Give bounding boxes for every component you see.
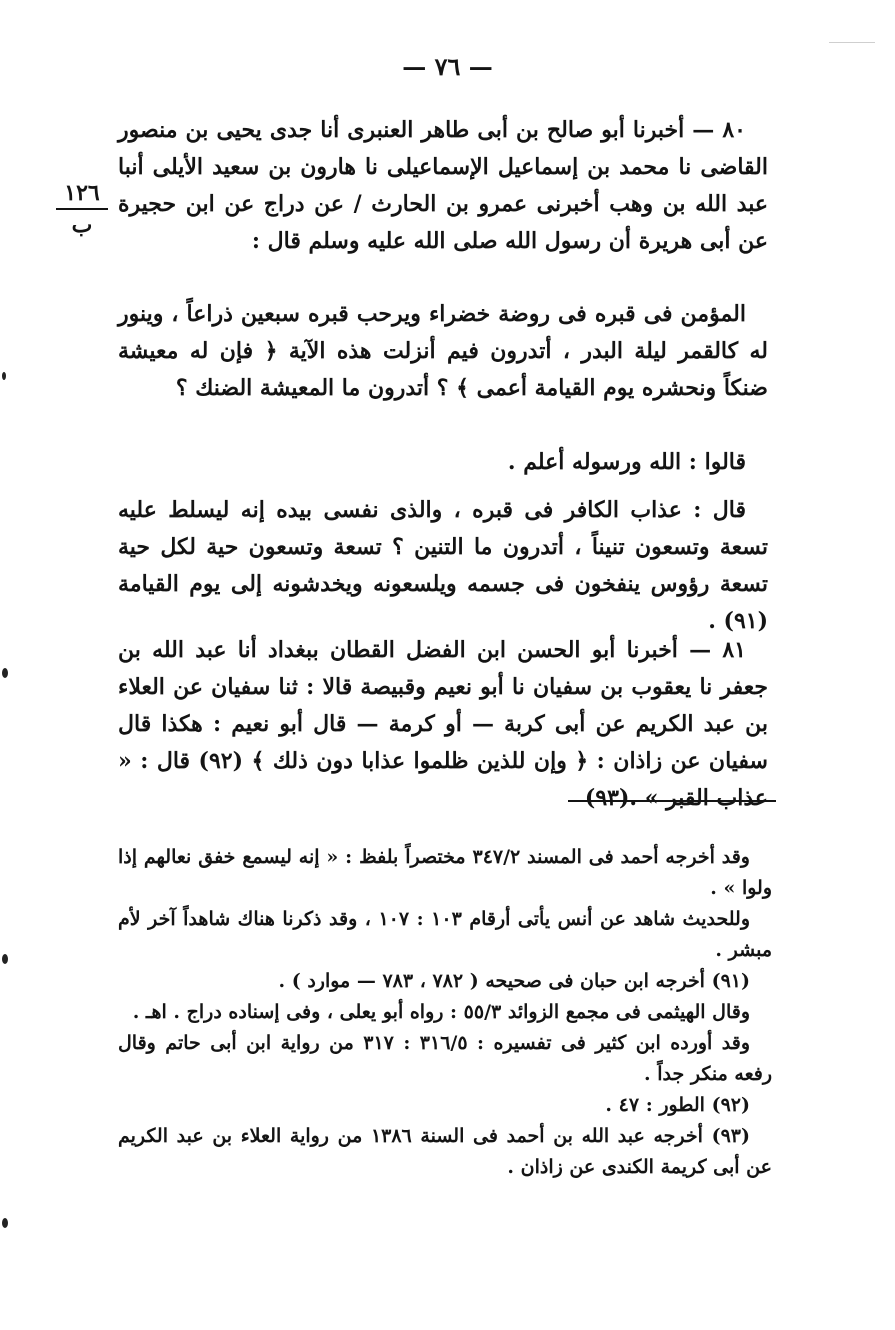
footnote-separator: [568, 800, 776, 802]
footnote-91: (٩١) أخرجه ابن حبان فى صحيحه ( ٧٨٢ ، ٧٨٣ — موارد ) .: [278, 970, 750, 992]
folio-rule: [56, 208, 108, 210]
footnote-line: وقد أخرجه أحمد فى المسند ٣٤٧/٢ مختصراً بلفظ : « إنه ليسمع خفق نعالهم إذا ولوا » .: [118, 846, 772, 899]
folio-number: ١٢٦: [64, 180, 100, 206]
scan-speck: [2, 668, 8, 678]
hadith-80-matn: المؤمن فى قبره فى روضة خضراء ويرحب قبره سبعين ذراعاً ، وينور له كالقمر ليلة البدر ، أتدرون فيم أنزلت هذه الآية ﴿ فإن له معيشة ضنكاً ونحشره يوم القيامة أعمى ﴾ ؟ أتدرون ما المعيشة الضنك ؟: [118, 301, 768, 401]
hadith-81: ٨١ — أخبرنا أبو الحسن ابن الفضل القطان ببغداد أنا عبد الله بن جعفر نا يعقوب بن سفيان نا أبو نعيم وقبيصة قالا : ثنا سفيان عن العلاء بن عبد الكريم عن أبى كربة — أو كرمة — قال أبو نعيم : هكذا قال سفيان عن زاذان : ﴿ وإن للذين ظلموا عذابا دون ذلك ﴾ (٩٢) قال : « عذاب القبر » .(٩٣): [118, 637, 768, 811]
scan-mark: [829, 42, 875, 43]
hadith-80-answer: قال : عذاب الكافر فى قبره ، والذى نفسى بيده إنه ليسلط عليه تسعة وتسعون تنيناً ، أتدرون ما التنين ؟ تسعة وتسعون حية لكل حية تسعة رؤوس ينفخون فى جسمه ويلسعونه ويخدشونه إلى يوم القيامة (٩١) .: [118, 497, 768, 634]
scan-speck: [2, 954, 8, 964]
hadith-80-isnad: ٨٠ — أخبرنا أبو صالح بن أبى طاهر العنبرى أنا جدى يحيى بن منصور القاضى نا محمد بن إسماعيل الإسماعيلى نا هارون بن سعيد الأيلى أنبا عبد الله بن وهب أخبرنى عمرو بن الحارث / عن دراج عن ابن حجيرة عن أبى هريرة أن رسول الله صلى الله عليه وسلم قال :: [118, 117, 768, 254]
footnote-line: وللحديث شاهد عن أنس يأتى أرقام ١٠٣ : ١٠٧ ، وقد ذكرنا هناك شاهداً آخر لأم مبشر .: [118, 908, 772, 961]
footnote-93: (٩٣) أخرجه عبد الله بن أحمد فى السنة ١٣٨٦ من رواية العلاء بن عبد الكريم عن أبى كريمة الكندى عن زاذان .: [118, 1125, 772, 1178]
footnote-line: وقد أورده ابن كثير فى تفسيره : ٣١٦/٥ : ٣١٧ من رواية ابن أبى حاتم وقال رفعه منكر جداً .: [118, 1032, 772, 1085]
page-number: — ٧٦ —: [402, 52, 493, 81]
manuscript-folio-note: [52, 180, 112, 238]
footnote-92: (٩٢) الطور : ٤٧ .: [605, 1094, 750, 1116]
folio-side: ب: [71, 212, 93, 238]
footnotes: [118, 842, 772, 1183]
footnote-line: وقال الهيثمى فى مجمع الزوائد ٥٥/٣ : رواه أبو يعلى ، وفى إسناده دراج . اهـ .: [132, 1001, 750, 1023]
scan-speck: [2, 1218, 8, 1228]
scan-speck: [2, 372, 6, 380]
main-text: [118, 112, 768, 817]
hadith-80-reply: قالوا : الله ورسوله أعلم .: [507, 449, 746, 475]
